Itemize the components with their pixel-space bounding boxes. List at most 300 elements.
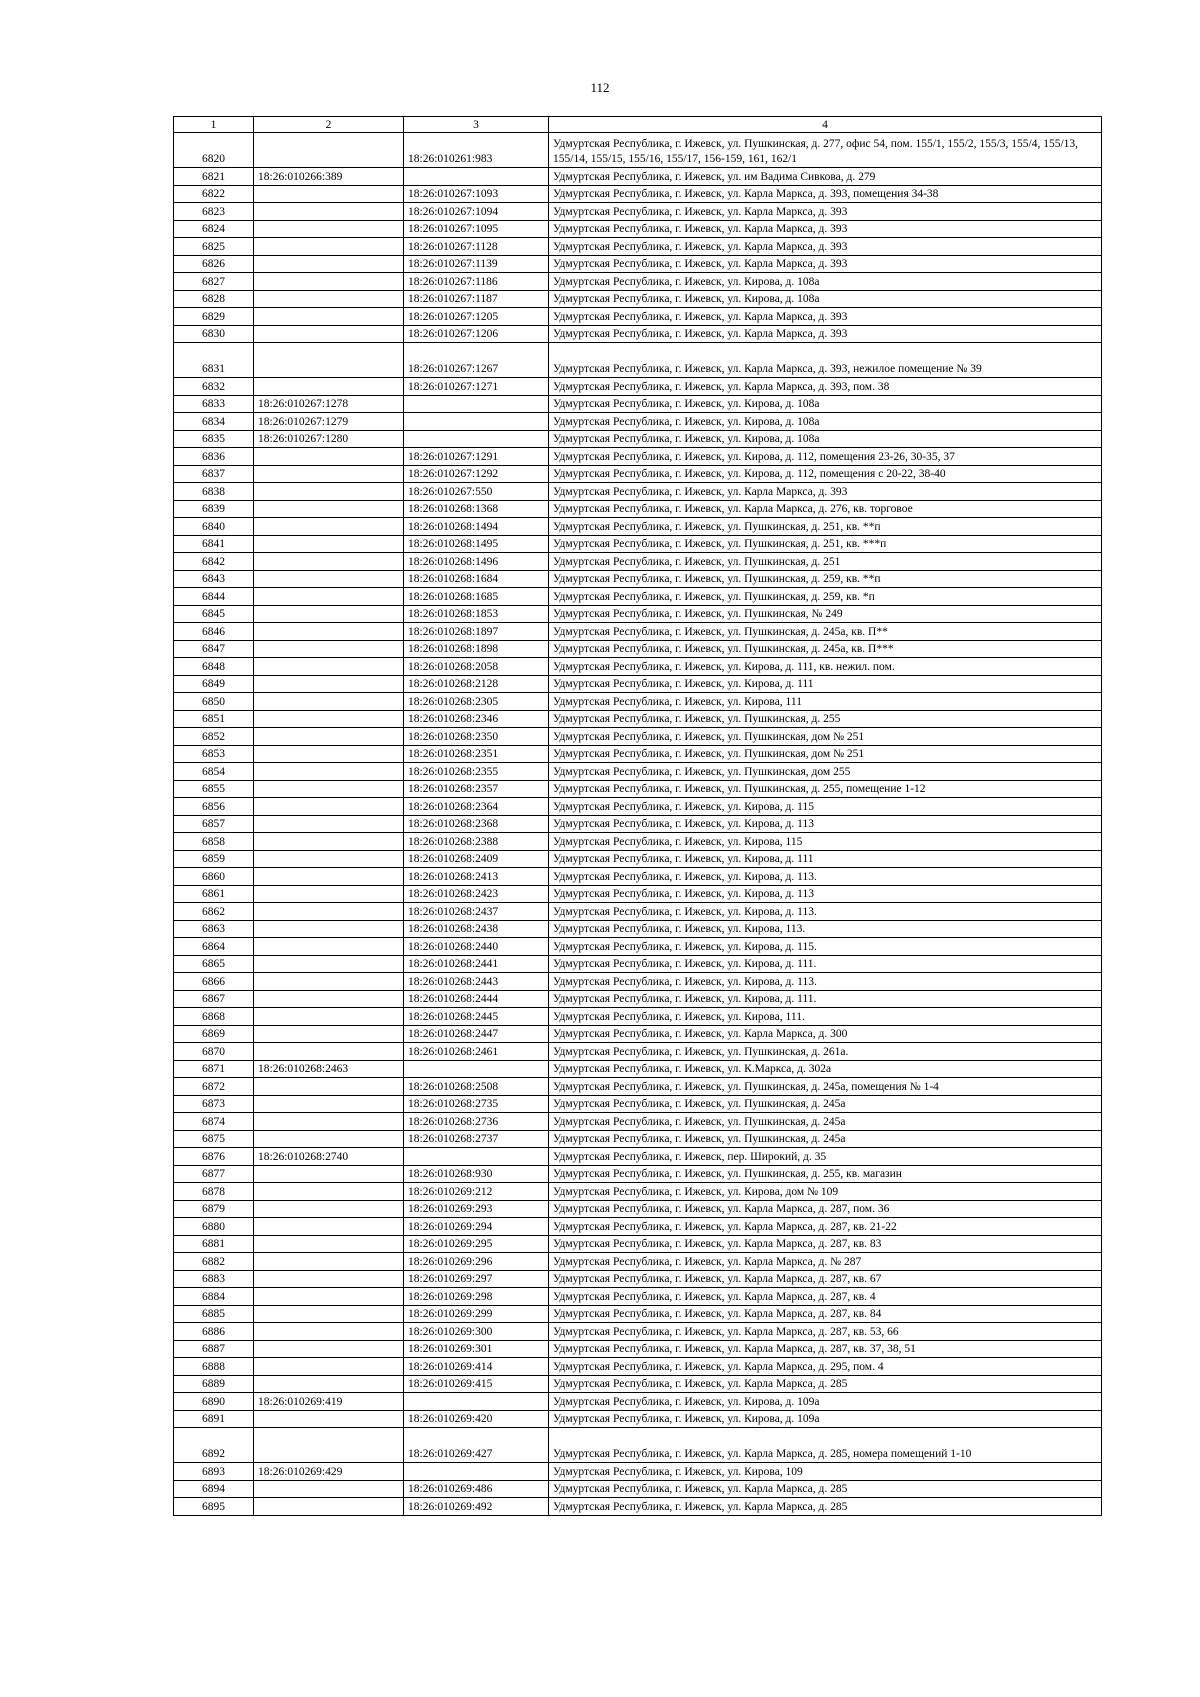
cadastral-number-col3-cell [404,395,549,413]
row-number-cell: 6850 [174,693,254,711]
cadastral-number-col3-cell: 18:26:010268:2445 [404,1008,549,1026]
table-row [174,955,1102,973]
row-number-cell: 6847 [174,640,254,658]
address-cell: Удмуртская Республика, г. Ижевск, ул. К.Маркса, д. 302а [549,1060,1102,1078]
registry-table [173,116,1102,1516]
address-cell: Удмуртская Республика, г. Ижевск, ул. Кирова, д. 108а [549,290,1102,308]
cadastral-number-col2-cell [254,1375,404,1393]
table-row [174,1113,1102,1131]
cadastral-number-col3-cell: 18:26:010269:420 [404,1410,549,1428]
table-row [174,745,1102,763]
cadastral-number-col3-cell: 18:26:010269:298 [404,1288,549,1306]
table-row [174,308,1102,326]
cadastral-number-col2-cell [254,535,404,553]
table-row [174,1305,1102,1323]
row-number-cell: 6822 [174,185,254,203]
table-row [174,553,1102,571]
column-header-4: 4 [549,117,1102,133]
row-number-cell: 6891 [174,1410,254,1428]
table-row [174,1463,1102,1481]
row-number-cell: 6881 [174,1235,254,1253]
row-number-cell: 6877 [174,1165,254,1183]
cadastral-number-col3-cell: 18:26:010267:1093 [404,185,549,203]
row-number-cell: 6864 [174,938,254,956]
address-cell: Удмуртская Республика, г. Ижевск, ул. Карла Маркса, д. 285 [549,1480,1102,1498]
cadastral-number-col2-cell [254,728,404,746]
table-row [174,1130,1102,1148]
cadastral-number-col2-cell [254,833,404,851]
address-cell: Удмуртская Республика, г. Ижевск, ул. Карла Маркса, д. 287, кв. 53, 66 [549,1323,1102,1341]
cadastral-number-col3-cell: 18:26:010269:299 [404,1305,549,1323]
row-number-cell: 6829 [174,308,254,326]
table-row [174,483,1102,501]
row-number-cell: 6868 [174,1008,254,1026]
row-number-cell: 6884 [174,1288,254,1306]
cadastral-number-col2-cell [254,1113,404,1131]
cadastral-number-col3-cell: 18:26:010267:1205 [404,308,549,326]
cadastral-number-col2-cell [254,1480,404,1498]
table-row [174,1253,1102,1271]
cadastral-number-col3-cell: 18:26:010267:1291 [404,448,549,466]
cadastral-number-col2-cell [254,133,404,168]
row-number-cell: 6821 [174,168,254,186]
address-cell: Удмуртская Республика, г. Ижевск, ул. Карла Маркса, д. 276, кв. торговое [549,500,1102,518]
cadastral-number-col2-cell [254,605,404,623]
cadastral-number-col2-cell: 18:26:010269:419 [254,1393,404,1411]
table-row [174,973,1102,991]
address-cell: Удмуртская Республика, г. Ижевск, ул. Пушкинская, д. 251, кв. ***п [549,535,1102,553]
address-cell: Удмуртская Республика, г. Ижевск, ул. Кирова, д. 115. [549,938,1102,956]
table-row [174,1323,1102,1341]
row-number-cell: 6842 [174,553,254,571]
address-cell: Удмуртская Республика, г. Ижевск, ул. Пушкинская, д. 245а, помещения № 1-4 [549,1078,1102,1096]
address-cell: Удмуртская Республика, г. Ижевск, ул. Карла Маркса, д. 287, кв. 21-22 [549,1218,1102,1236]
table-row [174,518,1102,536]
address-cell: Удмуртская Республика, г. Ижевск, ул. Карла Маркса, д. 393 [549,483,1102,501]
address-cell: Удмуртская Республика, г. Ижевск, ул. Пушкинская, дом № 251 [549,728,1102,746]
address-cell: Удмуртская Республика, г. Ижевск, ул. Пушкинская, № 249 [549,605,1102,623]
cadastral-number-col2-cell: 18:26:010268:2463 [254,1060,404,1078]
cadastral-number-col2-cell [254,1095,404,1113]
row-number-cell: 6857 [174,815,254,833]
row-number-cell: 6835 [174,430,254,448]
address-cell: Удмуртская Республика, г. Ижевск, ул. Пушкинская, д. 251, кв. **п [549,518,1102,536]
row-number-cell: 6839 [174,500,254,518]
cadastral-number-col3-cell: 18:26:010268:1853 [404,605,549,623]
table-row [174,1480,1102,1498]
address-cell: Удмуртская Республика, г. Ижевск, ул. Карла Маркса, д. 285 [549,1375,1102,1393]
table-row [174,920,1102,938]
cadastral-number-col3-cell: 18:26:010268:1897 [404,623,549,641]
row-number-cell: 6843 [174,570,254,588]
cadastral-number-col2-cell: 18:26:010267:1278 [254,395,404,413]
row-number-cell: 6853 [174,745,254,763]
row-number-cell: 6861 [174,885,254,903]
row-number-cell: 6879 [174,1200,254,1218]
table-row [174,588,1102,606]
address-cell: Удмуртская Республика, г. Ижевск, ул. Кирова, 111. [549,1008,1102,1026]
row-number-cell: 6841 [174,535,254,553]
table-row [174,500,1102,518]
table-row [174,850,1102,868]
cadastral-number-col3-cell: 18:26:010269:300 [404,1323,549,1341]
cadastral-number-col3-cell: 18:26:010269:492 [404,1498,549,1516]
address-cell: Удмуртская Республика, г. Ижевск, ул. Кирова, д. 115 [549,798,1102,816]
address-cell: Удмуртская Республика, г. Ижевск, ул. Пушкинская, д. 261а. [549,1043,1102,1061]
cadastral-number-col3-cell [404,413,549,431]
cadastral-number-col2-cell [254,1410,404,1428]
address-cell: Удмуртская Республика, г. Ижевск, ул. Кирова, 113. [549,920,1102,938]
row-number-cell: 6823 [174,203,254,221]
table-row [174,605,1102,623]
cadastral-number-col2-cell [254,1358,404,1376]
table-row [174,448,1102,466]
cadastral-number-col3-cell: 18:26:010268:2423 [404,885,549,903]
address-cell: Удмуртская Республика, г. Ижевск, ул. Кирова, д. 113 [549,815,1102,833]
address-cell: Удмуртская Республика, г. Ижевск, ул. Карла Маркса, д. 393 [549,325,1102,343]
row-number-cell: 6826 [174,255,254,273]
address-cell: Удмуртская Республика, г. Ижевск, ул. Карла Маркса, д. 287, кв. 84 [549,1305,1102,1323]
cadastral-number-col2-cell [254,640,404,658]
cadastral-number-col3-cell: 18:26:010269:301 [404,1340,549,1358]
row-number-cell: 6838 [174,483,254,501]
row-number-cell: 6856 [174,798,254,816]
cadastral-number-col2-cell [254,1305,404,1323]
cadastral-number-col2-cell [254,185,404,203]
table-row [174,343,1102,378]
address-cell: Удмуртская Республика, г. Ижевск, ул. Кирова, дом № 109 [549,1183,1102,1201]
address-cell: Удмуртская Республика, г. Ижевск, ул. Карла Маркса, д. 287, кв. 83 [549,1235,1102,1253]
cadastral-number-col2-cell: 18:26:010267:1280 [254,430,404,448]
cadastral-number-col3-cell: 18:26:010268:2413 [404,868,549,886]
cadastral-number-col3-cell: 18:26:010269:293 [404,1200,549,1218]
cadastral-number-col2-cell [254,220,404,238]
cadastral-number-col2-cell [254,1078,404,1096]
table-row [174,1008,1102,1026]
table-row [174,640,1102,658]
cadastral-number-col2-cell [254,325,404,343]
table-row [174,815,1102,833]
table-row [174,1095,1102,1113]
cadastral-number-col2-cell [254,938,404,956]
table-row [174,990,1102,1008]
row-number-cell: 6866 [174,973,254,991]
address-cell: Удмуртская Республика, г. Ижевск, ул. Кирова, д. 111, кв. нежил. пом. [549,658,1102,676]
row-number-cell: 6854 [174,763,254,781]
cadastral-number-col2-cell [254,483,404,501]
address-cell: Удмуртская Республика, г. Ижевск, ул. Карла Маркса, д. 287, кв. 37, 38, 51 [549,1340,1102,1358]
table-row [174,1025,1102,1043]
address-cell: Удмуртская Республика, г. Ижевск, ул. Пушкинская, д. 245а [549,1095,1102,1113]
table-row [174,1428,1102,1463]
row-number-cell: 6880 [174,1218,254,1236]
address-cell: Удмуртская Республика, г. Ижевск, ул. Кирова, д. 113. [549,903,1102,921]
cadastral-number-col2-cell [254,1340,404,1358]
cadastral-number-col2-cell [254,238,404,256]
cadastral-number-col2-cell [254,798,404,816]
table-row [174,290,1102,308]
cadastral-number-col3-cell: 18:26:010268:2368 [404,815,549,833]
cadastral-number-col2-cell [254,973,404,991]
cadastral-number-col2-cell [254,518,404,536]
table-row [174,1148,1102,1166]
cadastral-number-col2-cell [254,903,404,921]
table-row [174,693,1102,711]
cadastral-number-col3-cell: 18:26:010268:2461 [404,1043,549,1061]
row-number-cell: 6840 [174,518,254,536]
cadastral-number-col3-cell: 18:26:010268:1495 [404,535,549,553]
address-cell: Удмуртская Республика, г. Ижевск, пер. Широкий, д. 35 [549,1148,1102,1166]
table-row [174,203,1102,221]
cadastral-number-col2-cell [254,273,404,291]
address-cell: Удмуртская Республика, г. Ижевск, ул. Карла Маркса, д. 300 [549,1025,1102,1043]
cadastral-number-col2-cell [254,658,404,676]
row-number-cell: 6872 [174,1078,254,1096]
cadastral-number-col3-cell: 18:26:010268:1494 [404,518,549,536]
address-cell: Удмуртская Республика, г. Ижевск, ул. Кирова, д. 108а [549,273,1102,291]
row-number-cell: 6876 [174,1148,254,1166]
cadastral-number-col3-cell: 18:26:010268:2058 [404,658,549,676]
cadastral-number-col3-cell: 18:26:010269:427 [404,1428,549,1463]
table-row [174,1235,1102,1253]
cadastral-number-col3-cell: 18:26:010268:2305 [404,693,549,711]
cadastral-number-col3-cell: 18:26:010267:1292 [404,465,549,483]
table-row [174,1375,1102,1393]
row-number-cell: 6882 [174,1253,254,1271]
row-number-cell: 6828 [174,290,254,308]
row-number-cell: 6862 [174,903,254,921]
row-number-cell: 6892 [174,1428,254,1463]
address-cell: Удмуртская Республика, г. Ижевск, ул. Кирова, д. 111. [549,990,1102,1008]
cadastral-number-col2-cell: 18:26:010267:1279 [254,413,404,431]
row-number-cell: 6867 [174,990,254,1008]
table-row [174,1393,1102,1411]
column-header-3: 3 [404,117,549,133]
cadastral-number-col2-cell [254,448,404,466]
table-row [174,378,1102,396]
cadastral-number-col2-cell [254,1235,404,1253]
row-number-cell: 6885 [174,1305,254,1323]
cadastral-number-col3-cell: 18:26:010268:2350 [404,728,549,746]
cadastral-number-col2-cell [254,1253,404,1271]
table-row [174,885,1102,903]
row-number-cell: 6833 [174,395,254,413]
row-number-cell: 6824 [174,220,254,238]
cadastral-number-col3-cell: 18:26:010268:2737 [404,1130,549,1148]
table-row [174,430,1102,448]
table-row [174,1410,1102,1428]
address-cell: Удмуртская Республика, г. Ижевск, ул. Кирова, д. 111. [549,955,1102,973]
table-row [174,1288,1102,1306]
cadastral-number-col2-cell [254,693,404,711]
cadastral-number-col2-cell [254,553,404,571]
row-number-cell: 6871 [174,1060,254,1078]
cadastral-number-col3-cell: 18:26:010268:2441 [404,955,549,973]
cadastral-number-col2-cell [254,500,404,518]
row-number-cell: 6887 [174,1340,254,1358]
cadastral-number-col2-cell [254,290,404,308]
cadastral-number-col3-cell: 18:26:010267:1139 [404,255,549,273]
cadastral-number-col2-cell [254,1165,404,1183]
row-number-cell: 6870 [174,1043,254,1061]
table-row [174,658,1102,676]
cadastral-number-col3-cell: 18:26:010268:2355 [404,763,549,781]
cadastral-number-col2-cell [254,570,404,588]
cadastral-number-col3-cell: 18:26:010267:1206 [404,325,549,343]
table-row [174,465,1102,483]
address-cell: Удмуртская Республика, г. Ижевск, ул. Карла Маркса, д. 393 [549,238,1102,256]
cadastral-number-col3-cell: 18:26:010269:486 [404,1480,549,1498]
cadastral-number-col3-cell: 18:26:010268:1496 [404,553,549,571]
cadastral-number-col3-cell: 18:26:010267:550 [404,483,549,501]
cadastral-number-col3-cell [404,1060,549,1078]
row-number-cell: 6878 [174,1183,254,1201]
address-cell: Удмуртская Республика, г. Ижевск, ул. Карла Маркса, д. 393, нежилое помещение № 39 [549,343,1102,378]
row-number-cell: 6855 [174,780,254,798]
table-body [174,133,1102,1516]
cadastral-number-col2-cell [254,1270,404,1288]
address-cell: Удмуртская Республика, г. Ижевск, ул. Кирова, д. 108а [549,430,1102,448]
row-number-cell: 6844 [174,588,254,606]
table-row [174,1340,1102,1358]
table-row [174,728,1102,746]
cadastral-number-col2-cell [254,868,404,886]
cadastral-number-col3-cell: 18:26:010268:2438 [404,920,549,938]
cadastral-number-col2-cell [254,955,404,973]
row-number-cell: 6849 [174,675,254,693]
table-row [174,1498,1102,1516]
row-number-cell: 6851 [174,710,254,728]
row-number-cell: 6895 [174,1498,254,1516]
row-number-cell: 6831 [174,343,254,378]
table-row [174,133,1102,168]
cadastral-number-col2-cell [254,1323,404,1341]
table-row [174,623,1102,641]
address-cell: Удмуртская Республика, г. Ижевск, ул. Пушкинская, д. 259, кв. **п [549,570,1102,588]
table-row [174,780,1102,798]
cadastral-number-col3-cell: 18:26:010268:1898 [404,640,549,658]
table-row [174,1200,1102,1218]
cadastral-number-col3-cell: 18:26:010268:2409 [404,850,549,868]
cadastral-number-col3-cell [404,430,549,448]
table-row [174,833,1102,851]
cadastral-number-col3-cell: 18:26:010269:297 [404,1270,549,1288]
cadastral-number-col3-cell: 18:26:010268:1685 [404,588,549,606]
table-row [174,1078,1102,1096]
cadastral-number-col2-cell [254,588,404,606]
address-cell: Удмуртская Республика, г. Ижевск, ул. Карла Маркса, д. 287, кв. 67 [549,1270,1102,1288]
address-cell: Удмуртская Республика, г. Ижевск, ул. Кирова, д. 113. [549,973,1102,991]
row-number-cell: 6830 [174,325,254,343]
row-number-cell: 6860 [174,868,254,886]
row-number-cell: 6873 [174,1095,254,1113]
address-cell: Удмуртская Республика, г. Ижевск, ул. Кирова, 111 [549,693,1102,711]
table-row [174,413,1102,431]
page-number: 112 [590,80,610,95]
table-row [174,325,1102,343]
cadastral-number-col3-cell: 18:26:010268:1368 [404,500,549,518]
cadastral-number-col3-cell: 18:26:010268:2388 [404,833,549,851]
address-cell: Удмуртская Республика, г. Ижевск, ул. Пушкинская, д. 255 [549,710,1102,728]
cadastral-number-col3-cell: 18:26:010269:295 [404,1235,549,1253]
address-cell: Удмуртская Республика, г. Ижевск, ул. им Вадима Сивкова, д. 279 [549,168,1102,186]
cadastral-number-col2-cell [254,1428,404,1463]
cadastral-number-col3-cell: 18:26:010268:2364 [404,798,549,816]
address-cell: Удмуртская Республика, г. Ижевск, ул. Карла Маркса, д. № 287 [549,1253,1102,1271]
cadastral-number-col3-cell: 18:26:010268:930 [404,1165,549,1183]
table-row [174,185,1102,203]
address-cell: Удмуртская Республика, г. Ижевск, ул. Карла Маркса, д. 393 [549,308,1102,326]
cadastral-number-col3-cell: 18:26:010267:1271 [404,378,549,396]
cadastral-number-col3-cell [404,1148,549,1166]
cadastral-number-col3-cell: 18:26:010269:296 [404,1253,549,1271]
table-row [174,1060,1102,1078]
cadastral-number-col3-cell [404,1393,549,1411]
cadastral-number-col3-cell: 18:26:010268:2346 [404,710,549,728]
cadastral-number-col3-cell: 18:26:010268:2437 [404,903,549,921]
address-cell: Удмуртская Республика, г. Ижевск, ул. Карла Маркса, д. 393, пом. 38 [549,378,1102,396]
table-row [174,1218,1102,1236]
cadastral-number-col2-cell [254,465,404,483]
cadastral-number-col2-cell [254,920,404,938]
cadastral-number-col3-cell: 18:26:010261:983 [404,133,549,168]
address-cell: Удмуртская Республика, г. Ижевск, ул. Карла Маркса, д. 285 [549,1498,1102,1516]
address-cell: Удмуртская Республика, г. Ижевск, ул. Пушкинская, д. 245а, кв. П*** [549,640,1102,658]
row-number-cell: 6859 [174,850,254,868]
table-row [174,395,1102,413]
row-number-cell: 6820 [174,133,254,168]
cadastral-number-col2-cell [254,1130,404,1148]
address-cell: Удмуртская Республика, г. Ижевск, ул. Карла Маркса, д. 393 [549,203,1102,221]
address-cell: Удмуртская Республика, г. Ижевск, ул. Кирова, 115 [549,833,1102,851]
address-cell: Удмуртская Республика, г. Ижевск, ул. Кирова, д. 111 [549,675,1102,693]
cadastral-number-col3-cell: 18:26:010267:1186 [404,273,549,291]
cadastral-number-col3-cell: 18:26:010268:2444 [404,990,549,1008]
cadastral-number-col3-cell: 18:26:010267:1267 [404,343,549,378]
cadastral-number-col3-cell: 18:26:010268:2357 [404,780,549,798]
cadastral-number-col2-cell [254,1043,404,1061]
cadastral-number-col3-cell: 18:26:010268:2351 [404,745,549,763]
cadastral-number-col2-cell [254,1183,404,1201]
table-row [174,273,1102,291]
row-number-cell: 6883 [174,1270,254,1288]
table-row [174,535,1102,553]
table-row [174,255,1102,273]
cadastral-number-col3-cell: 18:26:010267:1094 [404,203,549,221]
address-cell: Удмуртская Республика, г. Ижевск, ул. Пушкинская, дом № 251 [549,745,1102,763]
row-number-cell: 6845 [174,605,254,623]
address-cell: Удмуртская Республика, г. Ижевск, ул. Карла Маркса, д. 295, пом. 4 [549,1358,1102,1376]
address-cell: Удмуртская Республика, г. Ижевск, ул. Кирова, д. 111 [549,850,1102,868]
address-cell: Удмуртская Республика, г. Ижевск, ул. Пушкинская, д. 245а [549,1113,1102,1131]
cadastral-number-col2-cell [254,1498,404,1516]
row-number-cell: 6836 [174,448,254,466]
address-cell: Удмуртская Республика, г. Ижевск, ул. Карла Маркса, д. 287, кв. 4 [549,1288,1102,1306]
row-number-cell: 6874 [174,1113,254,1131]
address-cell: Удмуртская Республика, г. Ижевск, ул. Кирова, д. 113. [549,868,1102,886]
cadastral-number-col2-cell [254,990,404,1008]
row-number-cell: 6865 [174,955,254,973]
row-number-cell: 6852 [174,728,254,746]
row-number-cell: 6832 [174,378,254,396]
row-number-cell: 6875 [174,1130,254,1148]
cadastral-number-col3-cell: 18:26:010269:294 [404,1218,549,1236]
cadastral-number-col3-cell: 18:26:010268:2736 [404,1113,549,1131]
cadastral-number-col2-cell [254,378,404,396]
cadastral-number-col2-cell: 18:26:010266:389 [254,168,404,186]
row-number-cell: 6893 [174,1463,254,1481]
cadastral-number-col2-cell [254,780,404,798]
